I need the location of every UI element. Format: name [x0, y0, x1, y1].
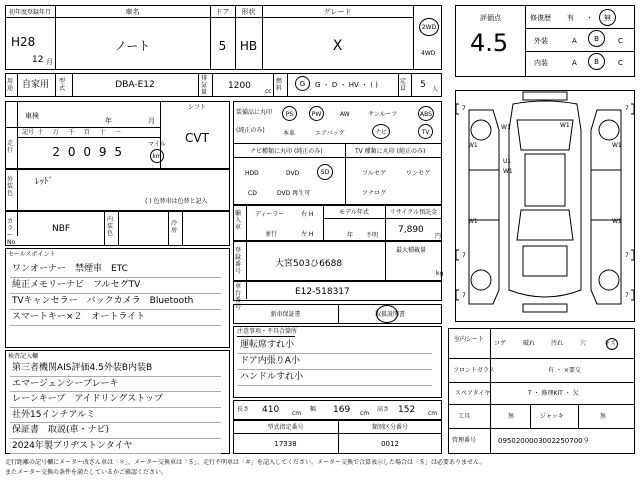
drive-2wd: 2WD: [421, 24, 437, 31]
class-label: 類別区分番号: [371, 424, 408, 431]
capacity-unit: 人: [432, 86, 439, 93]
width-unit: cm: [360, 410, 370, 417]
selling-point-line: TVキャンセラー バックカメラ Bluetooth: [12, 296, 194, 306]
equipment-subtitle: (純正のみ): [236, 127, 265, 134]
selling-points-label: セールスポイント: [8, 251, 56, 258]
exterior-color-label: 外装色: [7, 176, 14, 197]
mileage-digit: 2: [52, 145, 61, 159]
import-dealer: ディーラー: [255, 211, 285, 218]
jack-label: ジャッキ: [540, 413, 564, 420]
management-label: 管理番号: [452, 437, 477, 444]
recycle-deposit-value: 7,890: [398, 225, 424, 235]
navi-hdd: HDD: [245, 170, 259, 177]
inspector-line: レーンキープ アイドリングストップ: [12, 394, 164, 404]
model-year-unknown: 不明: [366, 232, 379, 239]
management-value: 0950200003002250700９: [498, 437, 590, 445]
equip-airbag: エアバッグ: [315, 130, 345, 137]
navi-dvd-play: DVD 再生可: [277, 190, 311, 197]
mileage-digit-label: 十: [99, 129, 106, 136]
inspector-line: 第三者機関AIS評価4.5外装B内装B: [12, 363, 153, 373]
interior-grade-label: 内装: [534, 59, 548, 67]
drive-2wd-circle: [419, 18, 439, 36]
tools-value: 無: [508, 413, 515, 420]
displacement-unit: cc: [265, 88, 272, 95]
length-unit: cm: [292, 410, 302, 417]
car-diagram: [455, 90, 635, 322]
selling-point-line: 純正メモリーナビ フルセグTV: [12, 280, 141, 290]
tv-fullseg: フルセグ: [362, 170, 386, 177]
mileage-digit: 9: [98, 145, 107, 159]
model-value: DBA-E12: [115, 80, 155, 90]
navi-type-sub: (純正のみ): [293, 148, 323, 155]
mileage-digit-label: 百: [83, 129, 90, 136]
equip-navi-circle: [372, 124, 390, 139]
diagram-seven-ml: 7: [462, 252, 466, 259]
mileage-digit: 0: [83, 145, 92, 159]
mileage-digit: 5: [114, 145, 123, 159]
type-designation-value: 17338: [274, 440, 297, 448]
max-load-label: 最大積載量: [396, 247, 427, 254]
repair-no: 無: [604, 14, 611, 22]
fuel-options: G ・ D ・ HV ・ ( ): [315, 81, 378, 89]
navi-cd: CD: [248, 190, 257, 197]
interior-grade-b: B: [594, 58, 599, 66]
sheet-none-circle: [606, 338, 618, 350]
equip-tv-circle: [418, 124, 433, 139]
displacement-value: 1200: [228, 81, 251, 91]
diagram-w1-a: W1: [501, 124, 511, 131]
travel-label: 走行: [7, 140, 14, 154]
capacity-label: 定員: [400, 78, 407, 92]
width-value: 169: [333, 405, 351, 415]
equipment-title: 装備品に丸印: [236, 109, 273, 116]
recycle-deposit-label: リサイクル預託金: [389, 209, 438, 216]
length-value: 410: [262, 405, 280, 415]
shape-value: HB: [239, 39, 258, 53]
first-reg-label: 初年度登録年月: [8, 9, 51, 16]
equip-aw: AW: [340, 111, 350, 118]
chassis-label: 車台番号: [235, 283, 242, 311]
score-value: 4.5: [470, 29, 509, 57]
manual-label: 取扱説明書: [374, 311, 405, 318]
interior-color-label: 内装色: [107, 216, 114, 237]
exterior-color-value: ﾚｯﾄﾞ: [35, 177, 54, 187]
km-label: km: [152, 153, 162, 160]
attention-line: ドア内張りA小: [240, 356, 300, 366]
fuel-g-circle: [295, 76, 310, 91]
inspector-line: 2024年製ブリヂストンタイヤ: [12, 440, 133, 451]
capacity-value: 5: [420, 80, 426, 90]
diagram-w1-e: W1: [503, 168, 513, 175]
chassis-value: E12-518317: [295, 287, 350, 297]
exterior-grade-label: 外装: [534, 37, 548, 45]
interior-sheet-item: コゲ: [494, 340, 507, 347]
inspector-label: 検査記入欄: [8, 353, 39, 360]
spare-tire-label: スペアタイヤ: [455, 390, 491, 397]
shift-label: シフト: [188, 104, 207, 111]
diagram-w1-g: W1: [612, 218, 622, 225]
interior-grade-a: A: [572, 59, 577, 67]
km-circle: [150, 149, 164, 163]
interior-sheet-item: 破れ: [523, 340, 536, 347]
jack-value: 無: [600, 413, 607, 420]
height-unit: cm: [428, 410, 438, 417]
repair-yes: 有: [567, 14, 574, 22]
equip-ps-circle: [282, 106, 297, 121]
tools-label: 工具: [458, 413, 471, 420]
usage-value: 自家用: [22, 80, 50, 90]
attention-line: 運転席すれ小: [240, 340, 295, 350]
car-name-label: 車名: [125, 8, 140, 16]
class-value: 0012: [381, 440, 399, 448]
height-value: 152: [398, 405, 416, 415]
equip-navi: ナビ: [374, 129, 387, 136]
door-value: 5: [218, 39, 227, 53]
color-no-label: カラーNo: [7, 218, 16, 246]
front-glass-options: 有 ・ ×要交: [548, 367, 581, 374]
mile-label: マイル: [148, 141, 166, 148]
diagram-w1-f: W1: [468, 218, 478, 225]
grade-label: グレード: [323, 8, 352, 16]
color-no-value: NBF: [52, 224, 71, 234]
inspector-line: エマージェンシーブレーキ: [12, 378, 119, 389]
equip-pw: PW: [311, 111, 322, 118]
footer-line-1: 走行距離の記号欄にメーター改ざん車は「＊」、メーター交換車は「＄」、走行不明車は「＃」を記入してください。メーター交換で合算表示した場合は「＄」は必要ありません。: [5, 459, 486, 466]
navi-dvd: DVD: [286, 170, 300, 177]
door-label: ドア: [215, 8, 230, 16]
exterior-grade-b: B: [594, 35, 599, 43]
interior-sheet-item: 汚れ: [551, 340, 564, 347]
navi-type-title-text: ナビ種類に丸印: [250, 148, 293, 155]
interior-grade-c: C: [618, 59, 623, 67]
shift-value: CVT: [185, 131, 209, 145]
car-name-value: ノート: [114, 39, 151, 53]
equip-tv: TV: [421, 129, 430, 136]
attention-line: ハンドルすれ小: [240, 372, 304, 382]
navi-sd: SD: [320, 169, 330, 176]
mileage-digit-label: 一: [114, 129, 121, 136]
new-car-warranty: 新車保証書: [270, 311, 301, 318]
displacement-label: 排気量: [201, 75, 208, 96]
exterior-grade-b-circle: [588, 30, 605, 47]
tv-type-sub: (純正のみ): [396, 148, 426, 155]
first-reg-month: 12: [32, 55, 44, 65]
repair-label: 修復歴: [530, 14, 551, 22]
diagram-seven-br: 7: [625, 292, 629, 299]
selling-point-line: ワンオーナー 禁煙車 ETC: [12, 264, 128, 274]
spare-tire-options: T ・ 修理KIT ・ 欠: [528, 390, 579, 397]
equip-leather: 本革: [283, 130, 296, 137]
max-load-unit: kg: [436, 270, 444, 277]
repair-no-circle: [599, 9, 616, 26]
height-label: 高さ: [377, 406, 390, 413]
exterior-color-note: ( ) 色替車は色替と記入: [145, 198, 208, 205]
score-label: 評価点: [480, 14, 501, 22]
front-glass-label: フロントガラス: [453, 367, 495, 374]
diagram-w1-d: W1: [612, 142, 622, 149]
mileage-digit-label: 記号: [21, 129, 34, 136]
length-label: 長さ: [237, 406, 250, 413]
model-year-unit: 年: [347, 232, 354, 239]
inspection-month-label: 月: [148, 117, 155, 125]
equip-pw-circle: [309, 106, 324, 121]
month-unit: 月: [46, 58, 53, 66]
exterior-grade-c: C: [618, 37, 623, 45]
shape-label: 形状: [241, 8, 256, 16]
width-label: 幅: [310, 406, 317, 413]
registration-label: 登録番号: [235, 247, 242, 275]
first-reg-year: H28: [11, 35, 36, 49]
cooling-label: 冷房: [171, 220, 178, 234]
navi-type-title: [250, 148, 323, 155]
fuel-g: G: [299, 80, 306, 88]
import-label: 輸入車: [235, 210, 242, 231]
mileage-digit-label: 万: [52, 129, 59, 136]
tv-analog: アナログ: [362, 190, 387, 197]
drive-4wd: 4WD: [421, 50, 436, 57]
diagram-seven-mr: 7: [625, 252, 629, 259]
diagram-seven-bl: 7: [462, 292, 466, 299]
mileage-digit-label: 千: [68, 129, 75, 136]
tv-type-title: [355, 148, 425, 155]
repair-dot: ・: [586, 14, 593, 22]
diagram-w1-c: W1: [468, 142, 478, 149]
fuel-label: 燃料: [276, 78, 283, 92]
equip-ps: PS: [285, 111, 294, 118]
inspector-line: 保証書 取説(車・ナビ): [12, 425, 110, 435]
diagram-seven-tr: 7: [625, 105, 629, 112]
equip-abs-circle: [418, 106, 434, 121]
recycle-deposit-yen: 円: [435, 233, 442, 240]
footer-line-2: またメーター交換の条件を満たしているかご確認ください。: [5, 469, 168, 476]
interior-grade-b-circle: [588, 53, 605, 70]
navi-sd-circle: [317, 164, 333, 180]
grade-value: X: [332, 38, 343, 54]
interior-sheet-label: 室内シート: [454, 336, 485, 343]
diagram-seven-tl: 7: [462, 105, 466, 112]
equip-abs: ABS: [420, 111, 432, 118]
import-left: 左 H: [301, 231, 314, 238]
inspection-label: 車検: [25, 112, 39, 120]
type-designation-label: 型式指定番号: [267, 424, 304, 431]
import-right: 右 H: [301, 211, 314, 218]
diagram-w1-b: W1: [560, 122, 570, 129]
diagram-u1: U1: [503, 158, 512, 165]
model-label: 型式: [59, 78, 66, 92]
interior-sheet-item: 穴: [580, 340, 587, 347]
mileage-digit-label: 十: [37, 129, 44, 136]
equip-sunroof: サンルーフ: [368, 111, 398, 118]
selling-point-line: スマートキー×２ オートライト: [12, 312, 146, 322]
inspector-line: 社外15インチアルミ: [12, 409, 96, 420]
mileage-digit: 0: [67, 145, 76, 159]
attention-label: 注意事項・不具合箇所: [237, 328, 298, 335]
tv-oneseg: ワンセグ: [406, 170, 431, 177]
model-year-label: モデル年式: [339, 209, 369, 216]
interior-sheet-item: キズ: [604, 340, 616, 347]
exterior-grade-a: A: [572, 37, 577, 45]
tv-type-title-text: TV 種類に丸印: [355, 148, 395, 155]
import-parallel: 並行: [265, 231, 278, 238]
registration-value: 大宮503ひ6688: [275, 259, 343, 269]
inspection-year-label: 年: [105, 117, 112, 125]
usage-label: 用途: [7, 78, 14, 92]
